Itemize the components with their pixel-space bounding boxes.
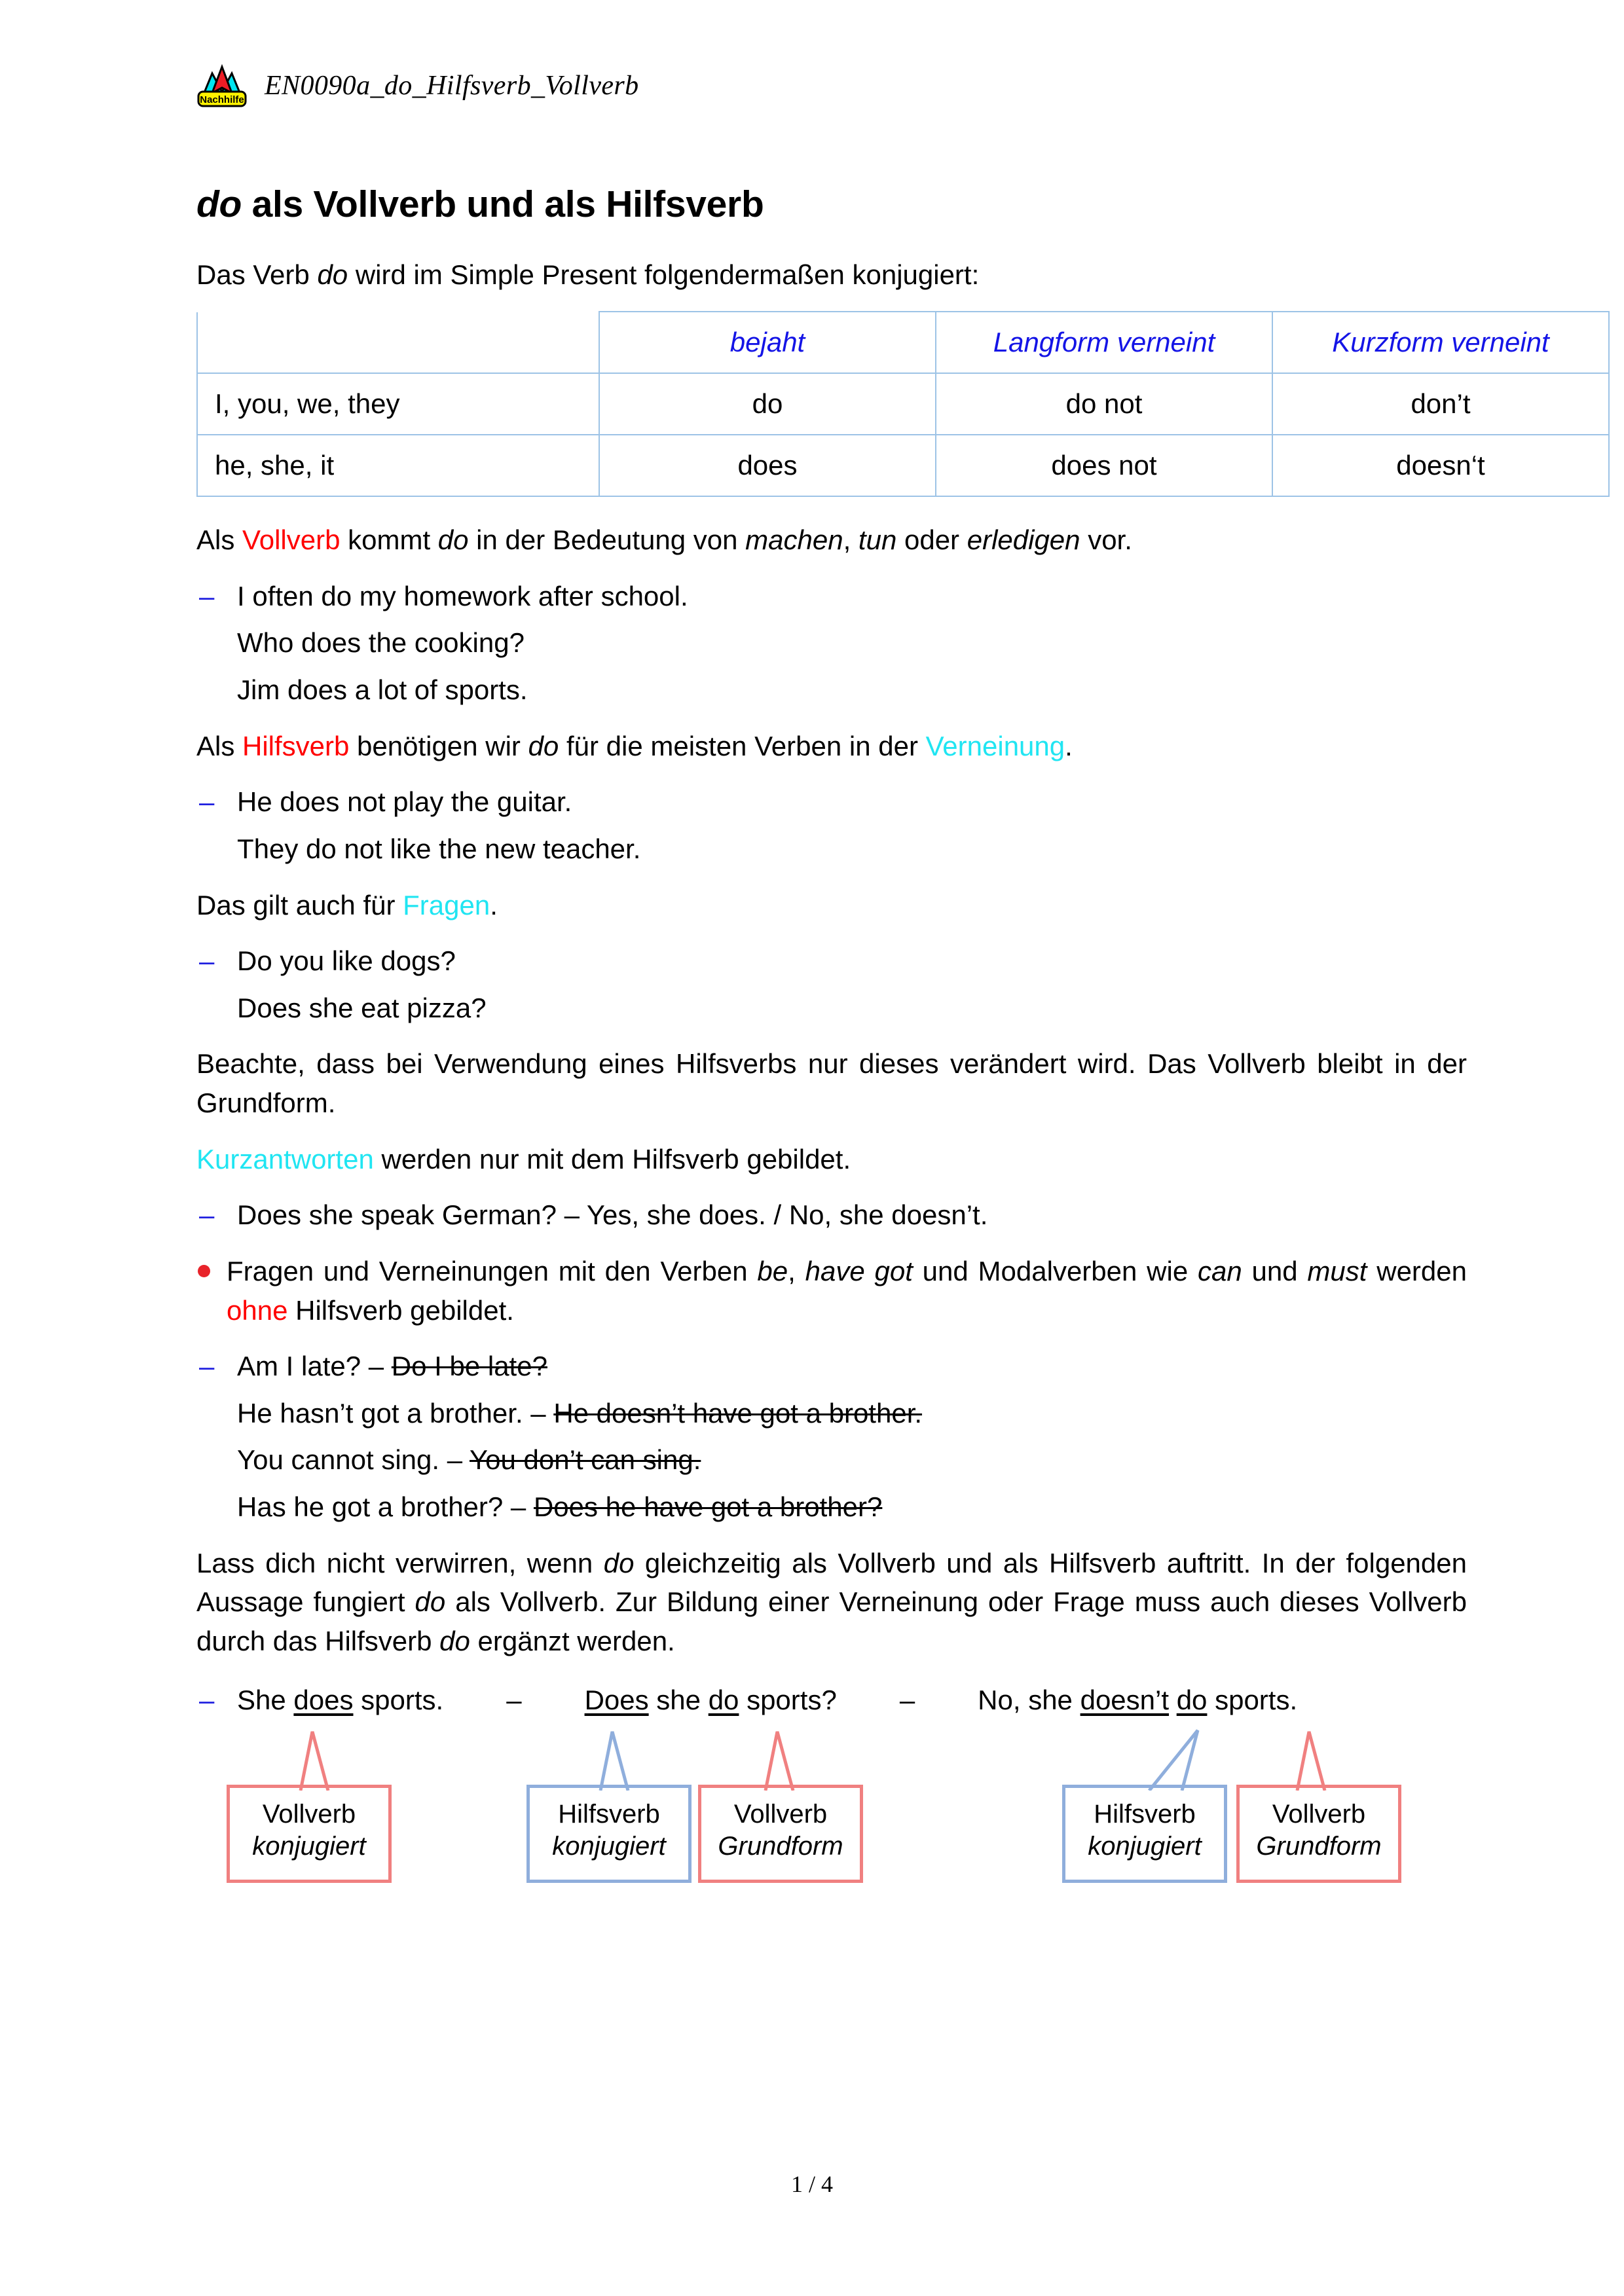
note-paragraph: Beachte, dass bei Verwendung eines Hilfsverbs nur dieses verändert wird. Das Vollverb bleibt in der Grundform. [196, 1048, 1467, 1119]
ohne-highlight: ohne [227, 1294, 288, 1326]
cell-langform: do not [936, 373, 1272, 435]
confusion-p1: Lass dich nicht verwirren, wenn [196, 1547, 604, 1578]
callout-tail-icon [701, 1728, 866, 1791]
list-item: – He does not play the guitar. [196, 782, 1467, 822]
fragen-highlight: Fragen [403, 889, 490, 920]
ohne-p1: Fragen und Verneinungen mit den Verben [227, 1255, 758, 1286]
vollverb-it-erledigen: erledigen [967, 524, 1080, 556]
final-s2-a: she [648, 1684, 709, 1715]
cell-kurzform: don’t [1272, 373, 1609, 435]
final-s3-c: sports. [1207, 1684, 1298, 1715]
list-item [196, 1347, 1467, 1386]
final-s1-underline: does [293, 1684, 354, 1715]
kurzantworten-rest: werden nur mit dem Hilfsverb gebildet. [373, 1143, 851, 1175]
vollverb-it-do: do [437, 524, 469, 556]
vollverb-highlight: Vollverb [242, 524, 341, 556]
fragen-example-list [196, 941, 1467, 1027]
callout-line-2: Grundform [718, 1831, 843, 1861]
vollverb-lead-2: kommt [340, 524, 438, 556]
ohne-p3: und Modalverben wie [912, 1255, 1198, 1286]
list-item: – I often do my homework after school. [196, 577, 1467, 616]
list-item: – Do you like dogs? [196, 941, 1467, 981]
table-row [197, 373, 1609, 435]
svg-text:Nachhilfe: Nachhilfe [200, 94, 244, 105]
callout-line-1: Vollverb [262, 1800, 356, 1829]
list-item: Jim does a lot of sports. [237, 674, 528, 706]
hilfsverb-lead [196, 727, 1467, 766]
header-langform: Langform verneint [936, 312, 1272, 373]
hilfsverb-lead-2: benötigen wir [349, 730, 528, 761]
list-item: Does she eat pizza? [237, 992, 487, 1023]
callout-tail-icon [1240, 1728, 1405, 1791]
callout-line-1: Hilfsverb [1094, 1800, 1196, 1829]
final-s3-a: No, she [978, 1684, 1080, 1715]
page-footer [0, 2170, 1624, 2198]
callout-vollverb-grundform-2 [1236, 1785, 1401, 1883]
callout-tail-icon [530, 1728, 695, 1791]
page-header [196, 63, 639, 109]
vollverb-it-machen: machen [745, 524, 843, 556]
confusion-it3: do [439, 1625, 470, 1656]
intro-paragraph [196, 255, 1467, 295]
fragen-lead [196, 886, 1467, 925]
example-correct: Has he got a brother? – [237, 1491, 534, 1523]
example-wrong: You don’t can sing. [469, 1444, 701, 1476]
vollverb-lead-4: , [843, 524, 858, 556]
ohne-it-can: can [1198, 1255, 1242, 1286]
ohne-hilfsverb-paragraph [196, 1252, 1467, 1330]
confusion-p4: ergänzt werden. [470, 1625, 675, 1656]
vollverb-lead-3: in der Bedeutung von [468, 524, 746, 556]
list-item: They do not like the new teacher. [237, 833, 641, 864]
final-separator-2: – [899, 1684, 915, 1715]
hilfsverb-lead-3: für die meisten Verben in der [559, 730, 926, 761]
final-separator-1: – [506, 1684, 522, 1715]
callout-line-2: konjugiert [252, 1831, 366, 1861]
list-item [196, 1440, 1467, 1480]
vollverb-it-tun: tun [858, 524, 897, 556]
title-rest: als Vollverb und als Hilfsverb [242, 183, 764, 225]
callout-line-1: Vollverb [733, 1800, 828, 1829]
ohne-it-be: be [757, 1255, 788, 1286]
callout-line-2: konjugiert [1088, 1831, 1202, 1861]
callout-line-1: Hilfsverb [558, 1800, 660, 1829]
ohne-p4: und [1242, 1255, 1308, 1286]
callout-vollverb-konjugiert [227, 1785, 392, 1883]
vollverb-lead-6: vor. [1080, 524, 1132, 556]
cell-subject: he, she, it [197, 435, 599, 496]
final-s2-underline-1: Does [584, 1684, 649, 1715]
cell-subject: I, you, we, they [197, 373, 599, 435]
list-item: Who does the cooking? [237, 627, 525, 659]
list-item: – Does she speak German? – Yes, she does. / No, she doesn’t. [196, 1195, 1467, 1235]
final-s2-b: sports? [739, 1684, 837, 1715]
hilfsverb-highlight: Hilfsverb [242, 730, 350, 761]
ohne-it-have-got: have got [805, 1255, 913, 1286]
fragen-lead-1: Das gilt auch für [196, 889, 403, 920]
hilfsverb-example-list [196, 782, 1467, 868]
final-s1-a: She [237, 1684, 294, 1715]
cell-bejaht: does [599, 435, 936, 496]
vollverb-lead-1: Als [196, 524, 243, 556]
confusion-it1: do [603, 1547, 635, 1578]
callout-vollverb-grundform [698, 1785, 863, 1883]
intro-italic: do [317, 259, 348, 290]
table-row [197, 435, 1609, 496]
cell-langform: does not [936, 435, 1272, 496]
ohne-p2: , [788, 1255, 805, 1286]
vollverb-example-list [196, 577, 1467, 710]
vollverb-lead-5: oder [896, 524, 967, 556]
cell-bejaht: do [599, 373, 936, 435]
list-item [196, 1394, 1467, 1433]
intro-text-a: Das Verb [196, 259, 318, 290]
header-blank [197, 312, 599, 373]
example-correct: He hasn’t got a brother. – [237, 1397, 554, 1429]
conjugation-table [196, 311, 1610, 497]
ohne-it-must: must [1307, 1255, 1367, 1286]
example-wrong: Does he have got a brother? [533, 1491, 883, 1523]
nachhilfe-logo-icon [196, 63, 248, 109]
final-s1-b: sports. [353, 1684, 444, 1715]
callout-hilfsverb-konjugiert-2 [1062, 1785, 1227, 1883]
kurzantworten-lead [196, 1140, 1467, 1179]
final-s3-underline-2: do [1176, 1684, 1208, 1715]
document-code: EN0090a_do_Hilfsverb_Vollverb [265, 71, 639, 101]
final-example-line [196, 1681, 1467, 1720]
intro-text-b: wird im Simple Present folgendermaßen konjugiert: [348, 259, 980, 290]
kurzantworten-highlight: Kurzantworten [196, 1143, 374, 1175]
title-italic-word: do [196, 183, 242, 225]
vollverb-lead [196, 520, 1467, 560]
ohne-p6: Hilfsverb gebildet. [287, 1294, 514, 1326]
confusion-it2: do [415, 1586, 446, 1618]
example-correct: You cannot sing. – [237, 1444, 470, 1476]
hilfsverb-lead-4: . [1065, 730, 1073, 761]
confusion-paragraph [196, 1544, 1467, 1661]
example-wrong: He doesn’t have got a brother. [553, 1397, 923, 1429]
ohne-p5: werden [1367, 1255, 1467, 1286]
table-header-row [197, 312, 1609, 373]
header-bejaht: bejaht [599, 312, 936, 373]
callout-tail-icon [230, 1728, 395, 1791]
callout-line-2: Grundform [1256, 1831, 1382, 1861]
final-s3-underline-1: doesn’t [1080, 1684, 1170, 1715]
callout-line-2: konjugiert [552, 1831, 666, 1861]
callout-tail-icon [1065, 1728, 1230, 1791]
confusion-p2: gleichzeitig als Vollverb und als Hilfsverb auftritt. In der folgenden Aussage fungiert [196, 1547, 1467, 1618]
confusion-p3: als Vollverb. Zur Bildung einer Verneinung oder Frage muss auch dieses Vollverb durch das Hilfsverb [196, 1586, 1467, 1656]
document-body [196, 183, 1549, 1892]
verneinung-highlight: Verneinung [925, 730, 1065, 761]
header-kurzform: Kurzform verneint [1272, 312, 1609, 373]
page-number: 1 / 4 [790, 2171, 833, 2197]
example-correct: Am I late? – [237, 1351, 392, 1382]
kurzantworten-example-list [196, 1195, 1467, 1235]
ohne-example-list [196, 1347, 1467, 1527]
callout-hilfsverb-konjugiert [526, 1785, 692, 1883]
hilfsverb-lead-1: Als [196, 730, 243, 761]
example-wrong: Do I be late? [391, 1351, 547, 1382]
page-title [196, 183, 1467, 227]
cell-kurzform: doesn‘t [1272, 435, 1609, 496]
callout-group [196, 1722, 1467, 1892]
hilfsverb-it-do: do [528, 730, 559, 761]
fragen-lead-2: . [490, 889, 498, 920]
final-s3-b [1169, 1685, 1177, 1715]
red-bullet-icon [198, 1265, 210, 1277]
callout-line-1: Vollverb [1272, 1800, 1366, 1829]
list-item [196, 1487, 1467, 1527]
final-s2-underline-2: do [708, 1684, 739, 1715]
